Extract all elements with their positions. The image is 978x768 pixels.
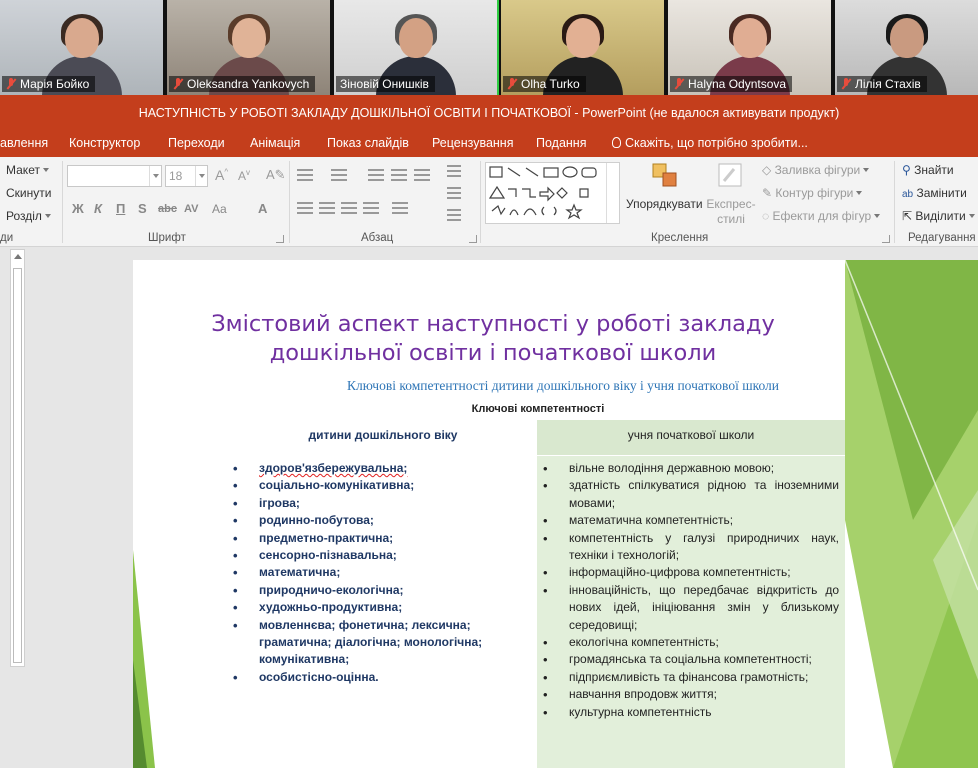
list-item: • компетентність у галузі природничих наук, техніки і технологій; bbox=[537, 530, 841, 565]
cursor-icon: ⇱ bbox=[902, 209, 913, 223]
participant-tile[interactable] bbox=[167, 0, 332, 95]
thumbnail-pane bbox=[0, 247, 30, 768]
mic-muted-icon bbox=[674, 78, 684, 90]
font-size-box[interactable]: 18 bbox=[165, 165, 208, 187]
find-button[interactable]: ⚲ Знайти bbox=[902, 163, 954, 177]
quick-styles-button[interactable]: Експрес-стилі bbox=[706, 197, 756, 226]
tab-design[interactable]: Конструктор bbox=[69, 136, 141, 150]
section-button[interactable]: Розділ bbox=[6, 209, 51, 223]
list-item: • художньо-продуктивна; bbox=[233, 599, 523, 616]
mic-muted-icon bbox=[841, 78, 851, 90]
reset-button[interactable]: Скинути bbox=[6, 186, 52, 200]
participant-video-strip bbox=[0, 0, 978, 95]
shape-effects-button[interactable]: ◌ Ефекти для фігур bbox=[762, 209, 880, 223]
justify-icon[interactable] bbox=[363, 202, 379, 214]
tab-insert[interactable]: авлення bbox=[0, 136, 49, 150]
change-case-icon[interactable]: Aa bbox=[212, 202, 227, 216]
tab-view[interactable]: Подання bbox=[536, 136, 587, 150]
primary-school-competences-list[interactable] bbox=[537, 460, 841, 721]
replace-button[interactable]: ab Замінити bbox=[902, 186, 967, 200]
list-item: • родинно-побутова; bbox=[233, 512, 523, 529]
list-item: • ігрова; bbox=[233, 495, 523, 512]
participant-tile[interactable] bbox=[501, 0, 666, 95]
list-item: • математична компетентність; bbox=[537, 512, 841, 529]
participant-name: Лілія Стахів bbox=[855, 77, 921, 91]
char-spacing-icon[interactable]: AV bbox=[184, 203, 199, 215]
bullets-icon[interactable] bbox=[297, 169, 313, 181]
shape-fill-button[interactable]: ◇ Заливка фігури bbox=[762, 163, 869, 177]
slide-title[interactable]: Змістовий аспект наступності у роботі закладу дошкільної освіти і початкової школи bbox=[211, 311, 775, 366]
list-item: • екологічна компетентність; bbox=[537, 634, 841, 651]
font-group-label: Шрифт bbox=[148, 232, 186, 244]
underline-icon[interactable]: П bbox=[116, 201, 126, 216]
scroll-up-icon[interactable] bbox=[14, 254, 22, 259]
mic-muted-icon bbox=[6, 78, 16, 90]
replace-icon: ab bbox=[902, 189, 914, 200]
mic-muted-icon bbox=[173, 78, 183, 90]
shapes-icon bbox=[488, 165, 608, 223]
list-item: • соціально-комунікативна; bbox=[233, 477, 523, 494]
tab-review[interactable]: Рецензування bbox=[432, 136, 514, 150]
arrange-button[interactable]: Упорядкувати bbox=[626, 197, 703, 211]
scrollbar-thumb[interactable] bbox=[13, 268, 22, 663]
smartart-icon[interactable] bbox=[447, 209, 461, 221]
lightbulb-icon bbox=[612, 137, 621, 148]
editing-group-label: Редагування bbox=[908, 232, 976, 244]
shapes-gallery-scroll[interactable] bbox=[606, 163, 619, 223]
quick-styles-icon bbox=[716, 161, 748, 191]
tab-animations[interactable]: Анімація bbox=[250, 136, 301, 150]
tab-slide-show[interactable]: Показ слайдів bbox=[327, 136, 409, 150]
italic-icon[interactable]: К bbox=[94, 201, 102, 216]
mic-muted-icon bbox=[507, 78, 517, 90]
left-column-header[interactable]: дитини дошкільного віку bbox=[308, 428, 458, 442]
list-item: • мовленнєва; фонетична; лексична; граматична; діалогічна; монологічна; комунікативна; bbox=[233, 617, 523, 669]
right-column-header[interactable]: учня початкової школи bbox=[537, 420, 845, 456]
participant-avatar bbox=[222, 18, 276, 78]
tab-transitions[interactable]: Переходи bbox=[168, 136, 225, 150]
text-direction-icon[interactable] bbox=[447, 165, 461, 177]
increase-indent-icon[interactable] bbox=[391, 169, 407, 181]
participant-name: Марія Бойко bbox=[20, 77, 90, 91]
list-item: • підприємливість та фінансова грамотність; bbox=[537, 669, 841, 686]
participant-tile[interactable] bbox=[835, 0, 978, 95]
window-title: НАСТУПНІСТЬ У РОБОТІ ЗАКЛАДУ ДОШКІЛЬНОЇ ОСВІТИ І ПОЧАТКОВОЇ - PowerPoint (не вдалося активувати продукт) bbox=[0, 95, 978, 131]
participant-tile[interactable] bbox=[0, 0, 165, 95]
list-item: • математична; bbox=[233, 564, 523, 581]
paragraph-group-label: Абзац bbox=[361, 232, 394, 244]
shrink-font-icon[interactable]: $A^v$ bbox=[238, 168, 251, 183]
clear-formatting-icon[interactable]: A✎ bbox=[266, 167, 286, 182]
drawing-group-label: Креслення bbox=[651, 232, 709, 244]
align-left-icon[interactable] bbox=[297, 202, 313, 214]
numbering-icon[interactable] bbox=[331, 169, 347, 181]
participant-avatar bbox=[880, 18, 934, 78]
shadow-icon[interactable]: S bbox=[138, 201, 147, 216]
slide-subtitle[interactable]: Ключові компетентності дитини дошкільного віку і учня початкової школи bbox=[346, 378, 779, 393]
participant-tile-active-speaker[interactable] bbox=[334, 0, 499, 95]
participant-avatar bbox=[55, 18, 109, 78]
participant-avatar bbox=[723, 18, 777, 78]
competences-heading[interactable]: Ключові компетентності bbox=[471, 403, 605, 415]
grow-font-icon[interactable]: A^ bbox=[215, 167, 229, 183]
align-text-icon[interactable] bbox=[447, 187, 461, 199]
decrease-indent-icon[interactable] bbox=[368, 169, 384, 181]
list-item: • предметно-практична; bbox=[233, 530, 523, 547]
columns-icon[interactable] bbox=[392, 202, 408, 214]
list-item: • громадянська та соціальна компетентності; bbox=[537, 651, 841, 668]
list-item: • особистісно-оцінна. bbox=[233, 669, 523, 686]
search-icon: ⚲ bbox=[902, 163, 911, 177]
tell-me-box[interactable]: Скажіть, що потрібно зробити... bbox=[612, 131, 808, 155]
ribbon bbox=[0, 157, 978, 247]
list-item: • вільне володіння державною мовою; bbox=[537, 460, 841, 477]
participant-name: Halyna Odyntsova bbox=[688, 77, 787, 91]
participant-avatar bbox=[389, 18, 443, 78]
list-item: • здатність спілкуватися рідною та іноземними мовами; bbox=[537, 477, 841, 512]
list-item: • природничо-екологічна; bbox=[233, 582, 523, 599]
layout-button[interactable]: Макет bbox=[6, 163, 49, 177]
participant-avatar bbox=[556, 18, 610, 78]
font-name-box[interactable] bbox=[67, 165, 162, 187]
participant-name: Зіновій Онишків bbox=[340, 77, 429, 91]
select-button[interactable]: ⇱ Виділити bbox=[902, 209, 975, 223]
slides-group-label: ди bbox=[0, 232, 14, 244]
participant-name: Oleksandra Yankovych bbox=[187, 77, 310, 91]
preschool-competences-list[interactable] bbox=[233, 460, 523, 686]
align-right-icon[interactable] bbox=[341, 202, 357, 214]
list-item: • інноваційність, що передбачає відкритість до нових ідей, ініціювання змін у близькому середовищі; bbox=[537, 582, 841, 634]
strikethrough-icon[interactable]: abc bbox=[158, 203, 177, 215]
ribbon-tabs bbox=[0, 131, 978, 157]
list-item: • сенсорно-пізнавальна; bbox=[233, 547, 523, 564]
align-center-icon[interactable] bbox=[319, 202, 335, 214]
shape-outline-button[interactable]: ✎ Контур фігури bbox=[762, 186, 862, 200]
participant-tile[interactable] bbox=[668, 0, 833, 95]
list-item: • здоров'язбережувальна; bbox=[233, 460, 523, 477]
participant-name: Olha Turko bbox=[521, 77, 580, 91]
bold-icon[interactable]: Ж bbox=[72, 201, 84, 216]
slide-canvas[interactable] bbox=[133, 260, 978, 768]
thumbnail-scrollbar[interactable] bbox=[10, 249, 25, 667]
list-item: • навчання впродовж життя; bbox=[537, 686, 841, 703]
shapes-gallery[interactable] bbox=[485, 162, 620, 224]
list-item: • культурна компетентність bbox=[537, 704, 841, 721]
line-spacing-icon[interactable] bbox=[414, 169, 430, 181]
arrange-icon bbox=[650, 161, 682, 191]
font-color-icon[interactable]: A bbox=[258, 201, 268, 216]
list-item: • інформаційно-цифрова компетентність; bbox=[537, 564, 841, 581]
